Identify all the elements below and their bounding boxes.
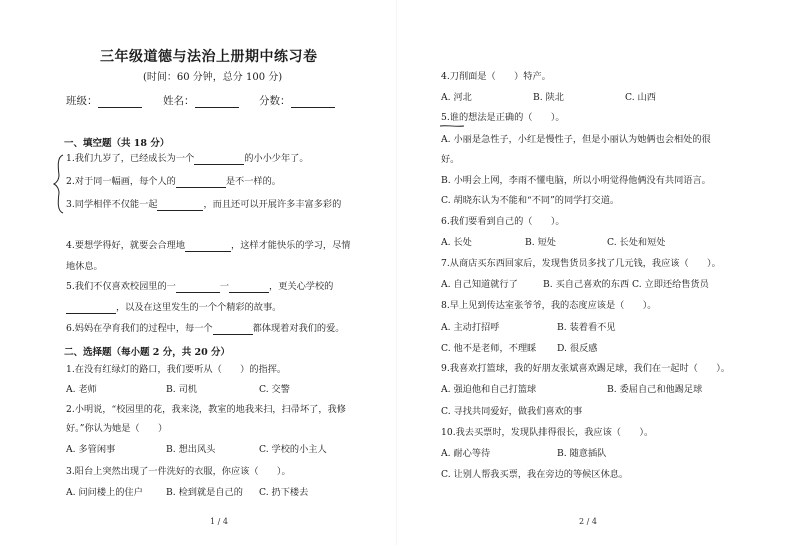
choice-9-option-c[interactable]: C. 寻找共同爱好，做我们喜欢的事 xyxy=(441,406,583,417)
fill-question-6: 6.妈妈在孕育我们的过程中，每一个 都体现着对我们的爱。 xyxy=(66,323,345,334)
choice-question-2: 2.小明说，“校园里的花，我来浇，教室的地我来扫，扫帚坏了，我修 xyxy=(66,404,346,415)
fill-blank-5c[interactable] xyxy=(66,303,116,314)
fill-blank-5a[interactable] xyxy=(176,282,220,293)
handwritten-bracket-mark xyxy=(52,153,66,215)
fill-blank-5b[interactable] xyxy=(229,282,269,293)
choice-7-option-b-c[interactable]: B. 买自己喜欢的东西 C. 立即还给售货员 xyxy=(543,279,709,290)
fill-question-4-cont: 地休息。 xyxy=(66,261,103,272)
fill-question-1: 1.我们九岁了，已经成长为一个 的小小少年了。 xyxy=(66,153,309,164)
choice-6-option-b[interactable]: B. 短处 xyxy=(525,237,556,248)
choice-8-option-d[interactable]: D. 很反感 xyxy=(557,343,598,354)
class-label: 班级： xyxy=(66,95,98,107)
choice-5-option-a-cont: 好。 xyxy=(441,154,460,165)
fill-blank-1[interactable] xyxy=(194,154,244,165)
choice-question-7: 7.从商店买东西回家后，发现售货员多找了几元钱，我应该（ ）。 xyxy=(441,258,721,269)
section-1-heading: 一、填空题（共 18 分） xyxy=(64,138,170,149)
choice-2-option-b[interactable]: B. 想出风头 xyxy=(166,444,216,455)
choice-6-option-c[interactable]: C. 长处和短处 xyxy=(607,237,666,248)
choice-5-option-b[interactable]: B. 小明会上网，李雨不懂电脑，所以小明觉得他俩没有共同语言。 xyxy=(441,175,711,186)
fill-blank-4[interactable] xyxy=(185,241,231,252)
choice-9-option-b[interactable]: B. 委屈自己和他踢足球 xyxy=(607,384,703,395)
page-number: 1 / 4 xyxy=(210,517,228,526)
choice-question-9: 9.我喜欢打篮球，我的好朋友张斌喜欢踢足球，我们在一起时（ ）。 xyxy=(441,363,730,374)
choice-2-option-a[interactable]: A. 多管闲事 xyxy=(66,444,116,455)
choice-10-option-a[interactable]: A. 耐心等待 xyxy=(441,448,491,459)
fill-blank-2[interactable] xyxy=(176,177,226,188)
choice-question-8: 8.早上见到传达室张爷爷，我的态度应该是（ ）。 xyxy=(441,300,657,311)
class-field[interactable] xyxy=(66,93,142,108)
choice-3-option-a[interactable]: A. 问问楼上的住户 xyxy=(66,487,143,498)
choice-10-option-c[interactable]: C. 让别人帮我买票，我在旁边的等候区休息。 xyxy=(441,469,629,480)
name-field[interactable] xyxy=(163,93,239,108)
fill-blank-3[interactable] xyxy=(157,200,203,211)
choice-3-option-c[interactable]: C. 扔下楼去 xyxy=(259,487,309,498)
name-blank[interactable] xyxy=(195,97,239,108)
exam-subtitle: (时间：60 分钟，总分 100 分) xyxy=(143,72,283,83)
choice-8-option-c[interactable]: C. 他不是老师，不理睬 xyxy=(441,343,537,354)
fill-question-3: 3.同学相伴不仅能一起 ，而且还可以开展许多丰富多彩的 xyxy=(66,199,342,210)
fill-question-2: 2.对于同一幅画，每个人的 是不一样的。 xyxy=(66,176,281,187)
choice-5-option-a[interactable]: A. 小丽是急性子，小红是慢性子，但是小丽认为她俩也会相处的很 xyxy=(441,134,711,145)
exam-title: 三年级道德与法治上册期中练习卷 xyxy=(100,49,318,65)
choice-question-1: 1.在没有红绿灯的路口，我们要听从（ ）的指挥。 xyxy=(66,364,287,375)
score-field[interactable] xyxy=(259,93,335,108)
choice-question-2-cont: 好。”你认为她是（ ） xyxy=(66,423,168,434)
handwritten-underline-mark xyxy=(439,124,465,128)
fill-blank-6[interactable] xyxy=(213,324,253,335)
choice-1-option-b[interactable]: B. 司机 xyxy=(166,384,197,395)
class-blank[interactable] xyxy=(98,97,142,108)
score-label: 分数： xyxy=(259,95,291,107)
exam-page-2 xyxy=(397,0,794,545)
choice-8-option-b[interactable]: B. 装着看不见 xyxy=(557,322,616,333)
choice-8-option-a[interactable]: A. 主动打招呼 xyxy=(441,322,500,333)
choice-question-5: 5.谁的想法是正确的（ ）。 xyxy=(441,112,565,123)
fill-question-5-cont: ，以及在这里发生的一个个精彩的故事。 xyxy=(66,302,281,314)
choice-1-option-a[interactable]: A. 老师 xyxy=(66,384,97,395)
choice-7-option-a[interactable]: A. 自己知道就行了 xyxy=(441,279,518,290)
choice-4-option-c[interactable]: C. 山西 xyxy=(625,92,656,103)
choice-question-6: 6.我们要看到自己的（ ）。 xyxy=(441,216,565,227)
choice-10-option-b[interactable]: B. 随意插队 xyxy=(557,448,607,459)
fill-question-4: 4.要想学得好，就要会合理地 ，这样才能快乐的学习，尽情 xyxy=(66,240,351,251)
choice-9-option-a[interactable]: A. 强迫他和自己打篮球 xyxy=(441,384,537,395)
score-blank[interactable] xyxy=(291,97,335,108)
choice-question-4: 4.刀削面是（ ）特产。 xyxy=(441,71,551,82)
choice-6-option-a[interactable]: A. 长处 xyxy=(441,237,472,248)
choice-1-option-c[interactable]: C. 交警 xyxy=(259,384,290,395)
page-number: 2 / 4 xyxy=(579,517,597,526)
choice-3-option-b[interactable]: B. 检到就是自己的 xyxy=(166,487,243,498)
choice-4-option-b[interactable]: B. 陕北 xyxy=(533,92,564,103)
choice-question-3: 3.阳台上突然出现了一件洗好的衣服，你应该（ ）。 xyxy=(66,466,291,477)
name-label: 姓名： xyxy=(163,95,195,107)
choice-5-option-c[interactable]: C. 胡晓东认为不能和“不同”的同学打交道。 xyxy=(441,195,620,206)
choice-question-10: 10.我去买票时，发现队排得很长，我应该（ ）。 xyxy=(441,427,654,438)
fill-question-5: 5.我们不仅喜欢校园里的一 一 ，更关心学校的 xyxy=(66,281,334,292)
section-2-heading: 二、选择题（每小题 2 分，共 20 分） xyxy=(64,347,231,358)
choice-4-option-a[interactable]: A. 河北 xyxy=(441,92,472,103)
choice-2-option-c[interactable]: C. 学校的小主人 xyxy=(259,444,327,455)
